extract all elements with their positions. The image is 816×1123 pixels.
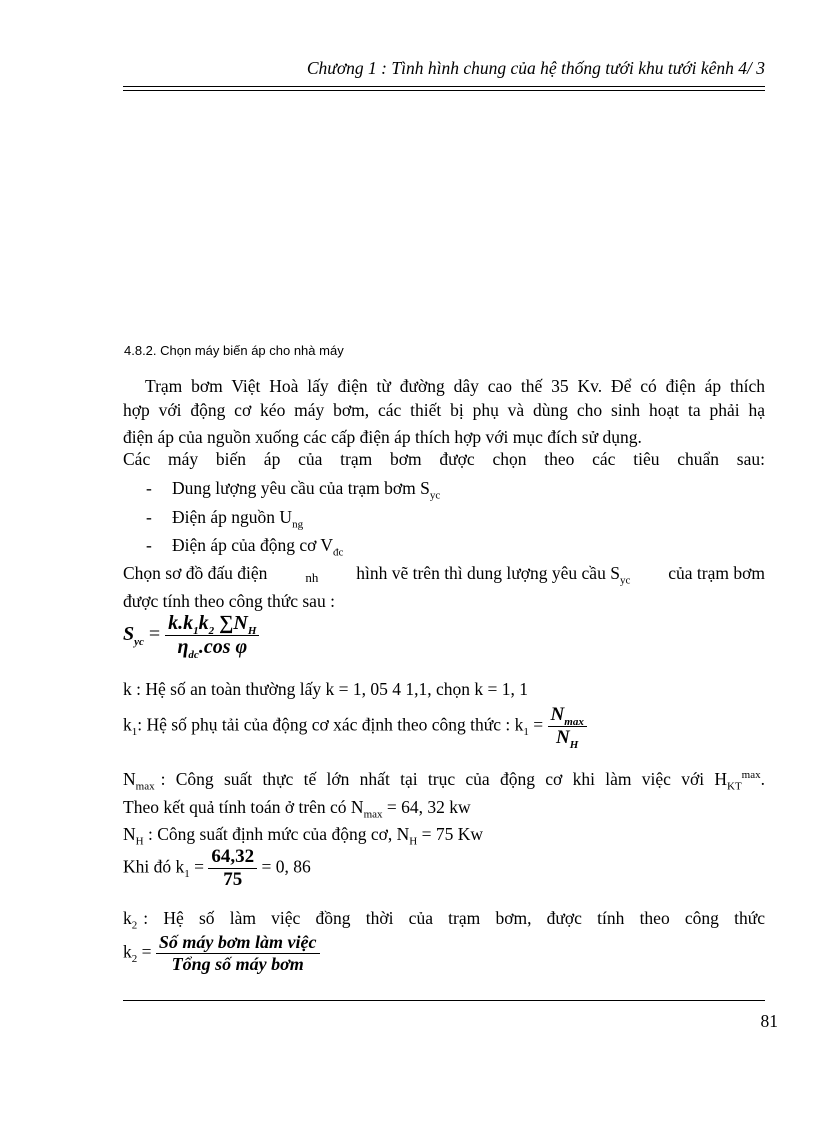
bullet-marker: - — [146, 535, 152, 555]
k2-fraction: $\frac{\text{Số máy bơm làm việc}}{\text{Tổng số máy bơm}}$ — [156, 932, 320, 975]
nmax-calculation: Theo kết quả tính toán ở trên có $N_{max} = 64$, 32 kw — [123, 797, 471, 821]
formula-syc-denominator: $\eta_{dc}.\cos$ φ — [177, 636, 248, 661]
intro-line-1: Trạm bơm Việt Hoà lấy điện từ đường dây cao thế 35 Kv. Để có điện áp thích — [145, 376, 765, 396]
intro-line-2: hợp với động cơ kéo máy bơm, các thiết bị phụ và dùng cho sinh hoạt ta phải hạ — [123, 400, 765, 420]
k2-formula: $k_2$ = $\frac{\text{Số máy bơm làm việc}}{\text{Tổng số máy bơm}}$ — [123, 932, 320, 975]
diagram-line-1: Chọn sơ đồ đấu điện nh hình vẽ trên thì dung lượng yêu cầu $S_{yc}$ của trạm bơm — [123, 563, 765, 587]
k1-fraction: $\frac{N_{max}}{N_H}$ — [548, 704, 587, 749]
k1-calc-fraction: $\frac{64,32}{75}$ — [208, 846, 257, 891]
k1-definition: $k_1$: Hệ số phụ tải của động cơ xác định theo công thức : $k_1$ = $\frac{N_{max}}{N_H}$ — [123, 704, 587, 749]
section-heading: 4.8.2. Chọn máy biến áp cho nhà máy — [124, 343, 344, 358]
criteria-intro: Các máy biến áp của trạm bơm được chọn theo các tiêu chuẩn sau: — [123, 449, 765, 469]
bullet-item-syc: Dung lượng yêu cầu của trạm bơm $S_{yc}$ — [172, 478, 441, 502]
chapter-header: Chương 1 : Tình hình chung của hệ thống tưới khu tưới kênh 4/ 3 — [306, 58, 765, 78]
bullet-item-ung: Điện áp nguồn $U_{ng}$ — [172, 507, 304, 531]
nh-definition: $N_H$ : Công suất định mức của động cơ, $N_H = 75$ Kw — [123, 824, 483, 848]
bullet-marker: - — [146, 507, 152, 527]
header-rule-bottom — [123, 90, 765, 91]
nmax-definition: $N_{max}$ : Công suất thực tế lớn nhất tại trục của động cơ khi làm việc với H $_{KT}^{max}$. — [123, 769, 765, 793]
k-definition: k : Hệ số an toàn thường lấy k = 1, 05 4 1,1, chọn k = 1, 1 — [123, 679, 528, 699]
header-rule-top — [123, 86, 765, 87]
footer-rule — [123, 1000, 765, 1001]
bullet-item-vdc: Điện áp của động cơ $V_{đc}$ — [172, 535, 344, 559]
intro-line-3: điện áp của nguồn xuống các cấp điện áp thích hợp với mục đích sử dụng. — [123, 427, 642, 447]
formula-syc-numerator: $k.k_1k_2$ $\sum N_H$ — [165, 612, 259, 636]
diagram-line-2: được tính theo công thức sau : — [123, 591, 335, 611]
bullet-marker: - — [146, 478, 152, 498]
formula-syc: $S_{yc}$ = $\frac{k.k_1k_2 \sum N_H}{\eta_{dc}.\cos \varphi}$ — [123, 612, 259, 659]
k1-calculation: Khi đó $k_1$ = $\frac{64,32}{75}$ = 0, 86 — [123, 846, 311, 890]
formula-syc-fraction — [165, 612, 259, 659]
page-number: 81 — [760, 1011, 778, 1031]
k2-definition: $k_2$ : Hệ số làm việc đồng thời của trạm bơm, được tính theo công thức — [123, 908, 765, 932]
